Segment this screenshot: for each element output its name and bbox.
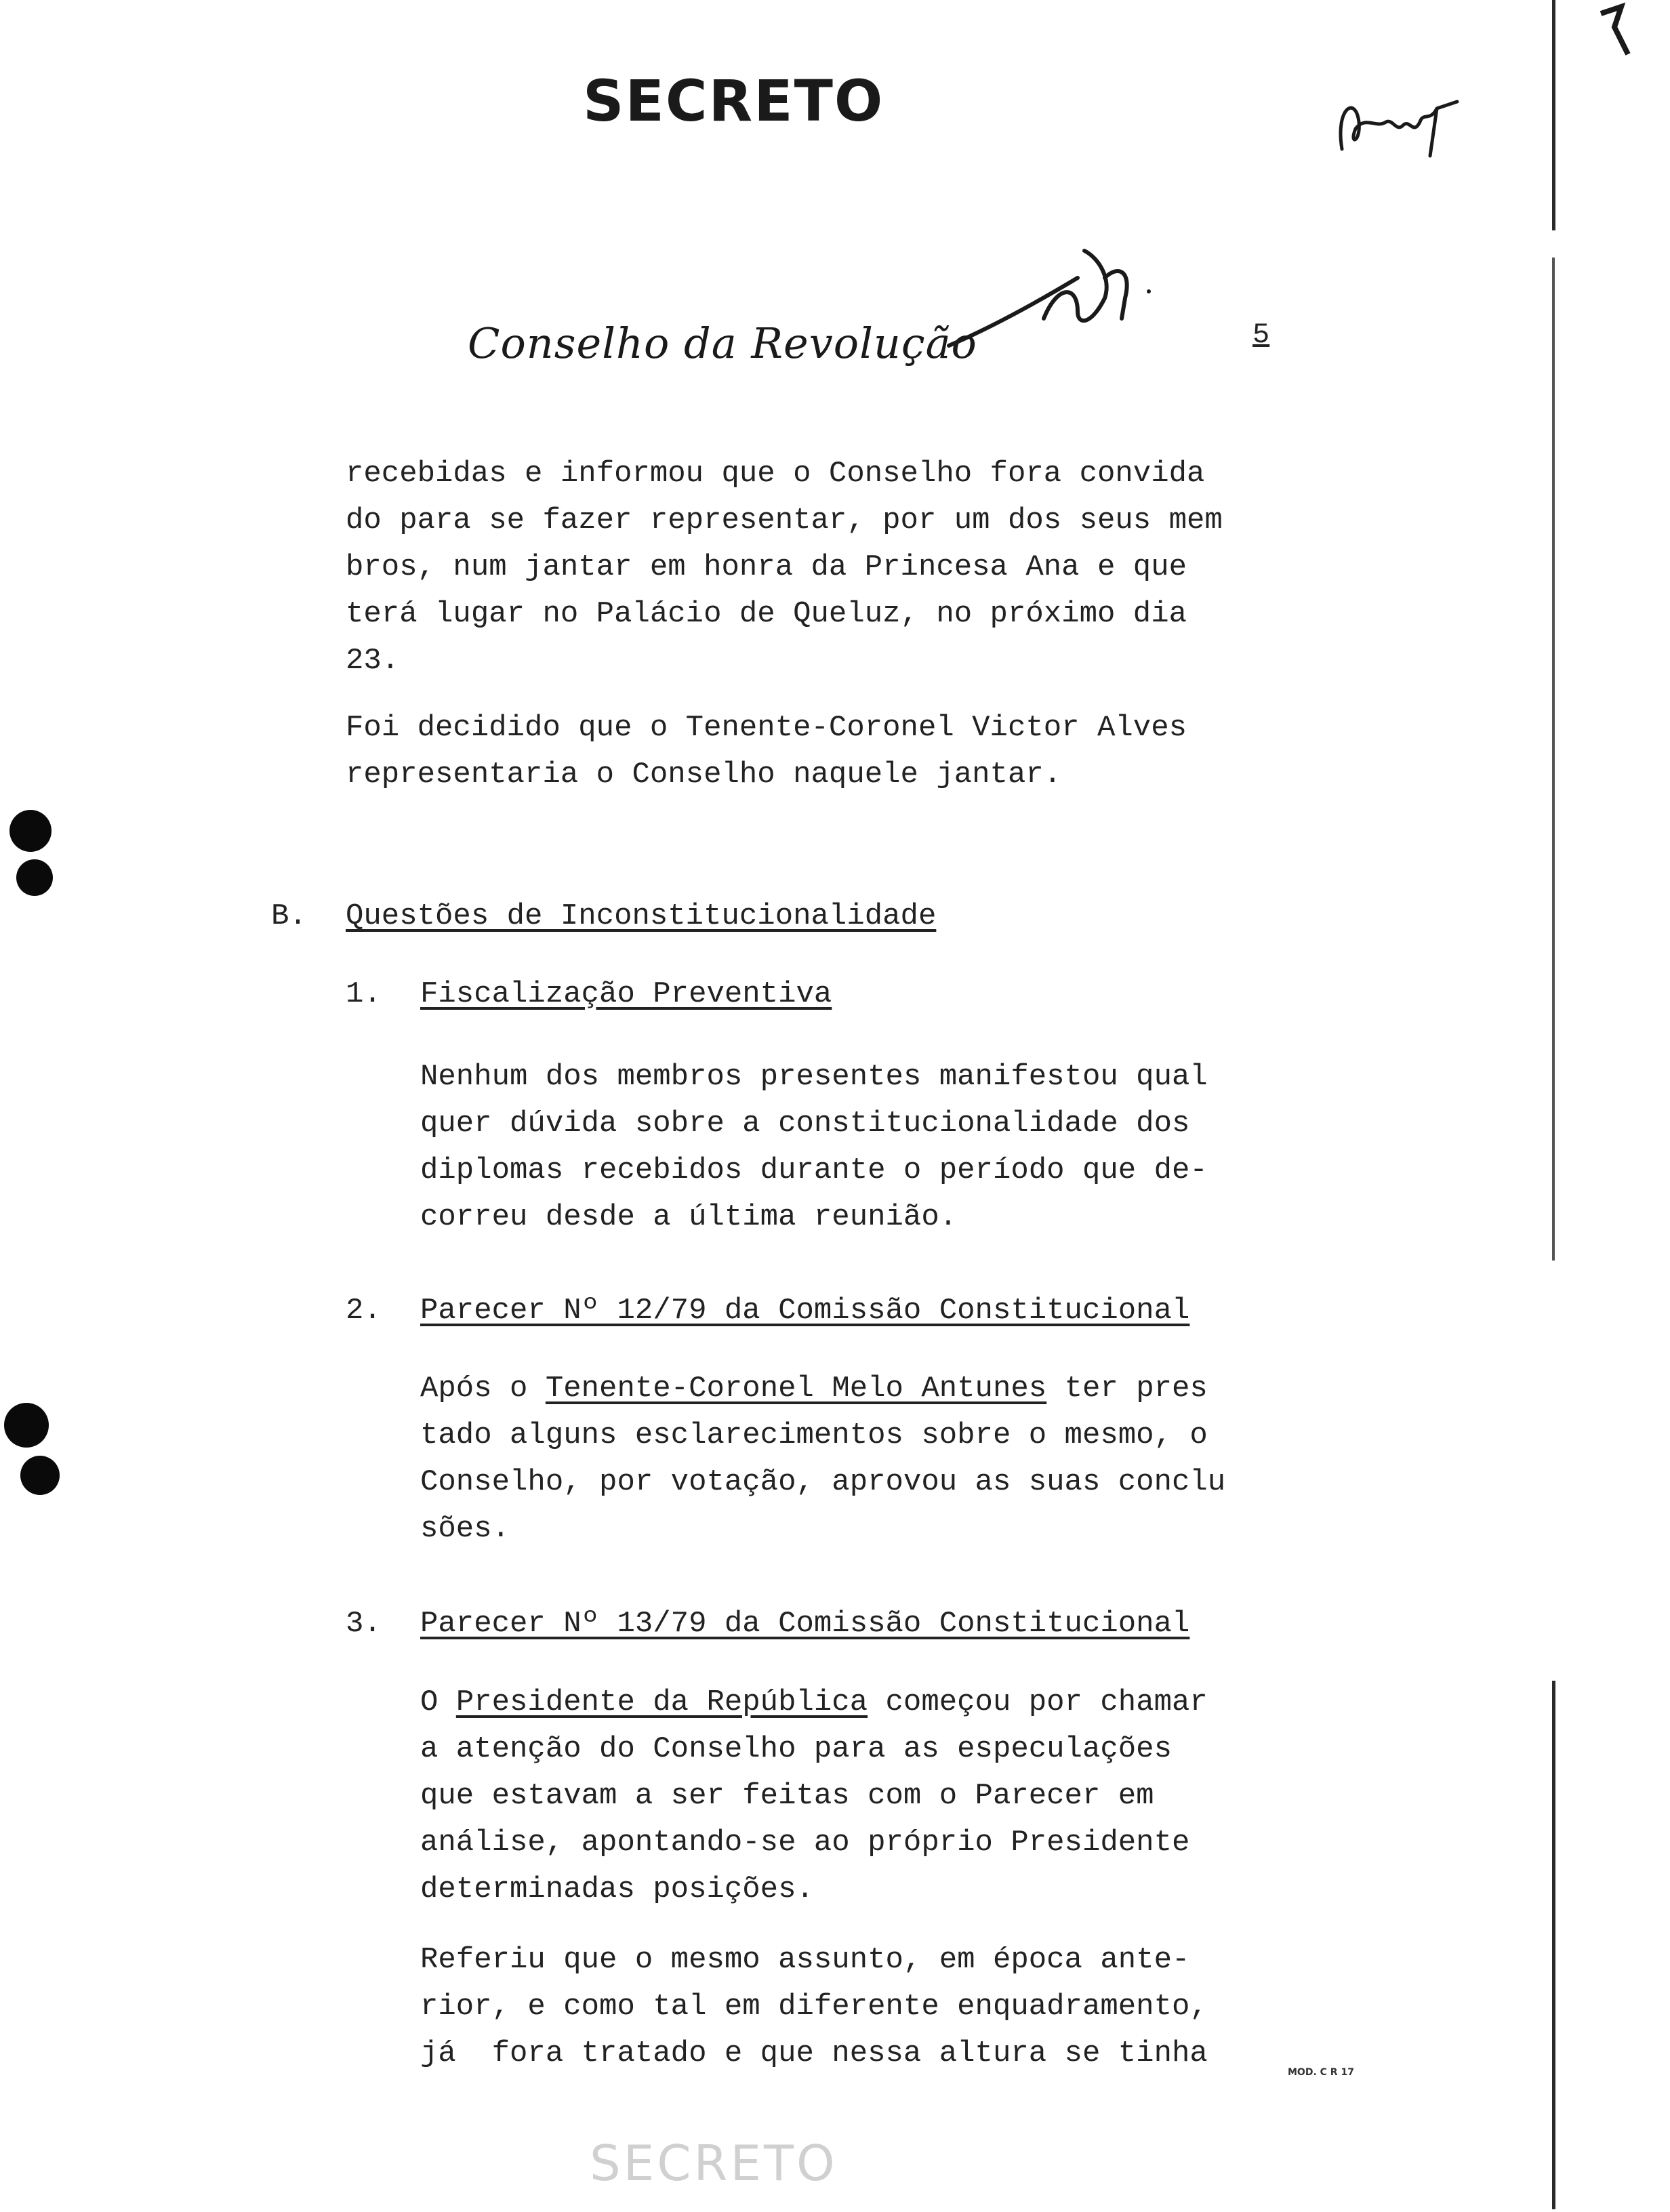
text-line <box>420 1679 1208 1726</box>
classification-stamp-faded: SECRETO <box>590 2135 838 2192</box>
item-heading: Fiscalização Preventiva <box>420 977 832 1011</box>
letterhead: Conselho da Revolução <box>468 319 977 368</box>
punch-hole <box>16 859 53 896</box>
form-code: MOD. C R 17 <box>1288 2067 1354 2078</box>
item-number: 3. <box>346 1607 382 1641</box>
text-line: análise, apontando-se ao próprio Presidente <box>420 1826 1190 1860</box>
person-name: Tenente-Coronel Melo Antunes <box>545 1372 1047 1406</box>
punch-hole <box>20 1456 60 1495</box>
text-line: Nenhum dos membros presentes manifestou qual <box>420 1060 1208 1094</box>
text-line: terá lugar no Palácio de Queluz, no próximo dia <box>346 597 1187 631</box>
scan-edge-line <box>1552 0 1555 230</box>
text-line: a atenção do Conselho para as especulações <box>420 1732 1172 1766</box>
text-line <box>420 1366 1208 1412</box>
text-line: quer dúvida sobre a constitucionalidade dos <box>420 1107 1190 1141</box>
text-line: Foi decidido que o Tenente-Coronel Victor Alves <box>346 711 1187 745</box>
scan-edge-line <box>1552 1681 1555 2209</box>
item-number: 1. <box>346 977 382 1011</box>
person-name: Presidente da República <box>455 1685 868 1719</box>
text-fragment: O <box>420 1685 456 1719</box>
section-heading: Questões de Inconstitucionalidade <box>346 899 937 933</box>
scan-edge-line <box>1552 258 1555 1261</box>
text-line: representaria o Conselho naquele jantar. <box>346 758 1062 792</box>
text-line: bros, num jantar em honra da Princesa Ana e que <box>346 550 1187 584</box>
page-number: 5 <box>1252 319 1270 351</box>
text-line: já fora tratado e que nessa altura se tinha <box>420 2036 1208 2070</box>
text-line: recebidas e informou que o Conselho fora convida <box>346 457 1205 491</box>
text-fragment: ter pres <box>1046 1372 1208 1406</box>
text-line: do para se fazer representar, por um dos seus mem <box>346 504 1223 537</box>
text-line: correu desde a última reunião. <box>420 1200 958 1234</box>
text-line: determinadas posições. <box>420 1872 814 1906</box>
item-heading: Parecer Nº 12/79 da Comissão Constitucional <box>420 1294 1190 1328</box>
text-line: diplomas recebidos durante o período que de- <box>420 1153 1208 1187</box>
text-line: que estavam a ser feitas com o Parecer em <box>420 1779 1154 1813</box>
section-marker: B. <box>271 899 307 933</box>
item-heading: Parecer Nº 13/79 da Comissão Constitucional <box>420 1607 1190 1641</box>
punch-hole <box>4 1403 49 1448</box>
text-line: sões. <box>420 1512 510 1546</box>
text-line: 23. <box>346 644 400 678</box>
text-fragment: começou por chamar <box>868 1685 1208 1719</box>
text-line: rior, e como tal em diferente enquadramento, <box>420 1990 1208 2024</box>
text-line: Conselho, por votação, aprovou as suas conclu <box>420 1465 1226 1499</box>
classification-stamp: SECRETO <box>583 68 884 134</box>
scan-edge-mark <box>1594 0 1635 61</box>
item-number: 2. <box>346 1294 382 1328</box>
text-line: Referiu que o mesmo assunto, em época ante- <box>420 1943 1190 1977</box>
punch-hole <box>9 810 52 852</box>
text-line: tado alguns esclarecimentos sobre o mesmo, o <box>420 1418 1208 1452</box>
handwritten-initials <box>1328 81 1464 169</box>
text-fragment: Após o <box>420 1372 546 1406</box>
